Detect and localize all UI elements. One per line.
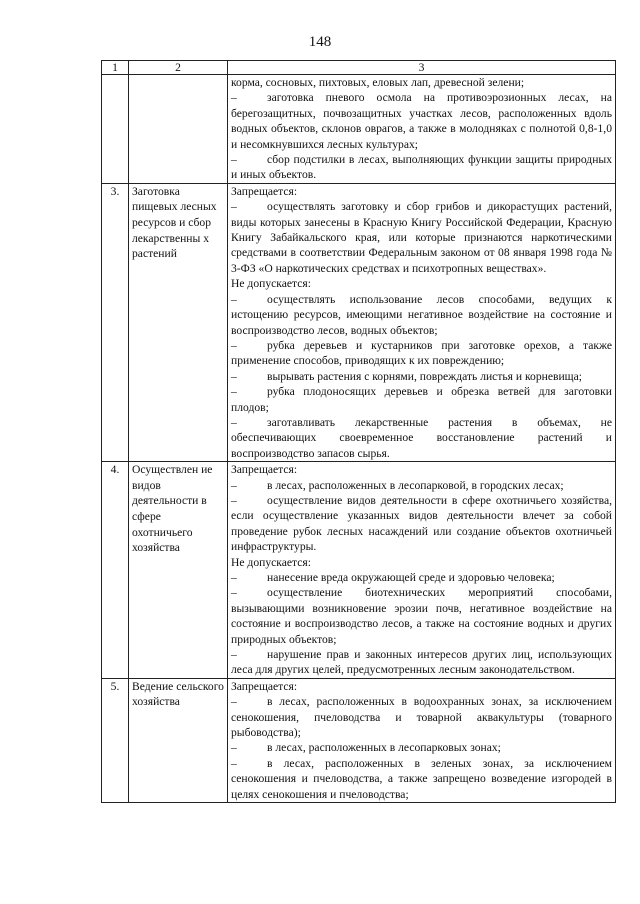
column-number-3: 3 xyxy=(228,61,616,75)
dash-bullet: – xyxy=(231,493,237,507)
restriction-text: рубка деревьев и кустарников при заготовке орехов, а также применение способов, приводящих к их повреждению; xyxy=(231,338,612,368)
dash-bullet: – xyxy=(231,648,237,662)
dash-bullet: – xyxy=(231,91,237,105)
restriction-heading: Запрещается: xyxy=(231,463,298,477)
table-row xyxy=(102,183,616,461)
page-number: 148 xyxy=(308,34,332,50)
restriction-text: вырывать растения с корнями, повреждать листья и корневища; xyxy=(267,369,582,383)
restriction-text: в лесах, расположенных в зеленых зонах, за исключением сенокошения и пчеловодства, а также запрещено возведение изгородей в целях сенокошения и пчеловодства; xyxy=(231,756,612,801)
restriction-item xyxy=(231,493,612,555)
restriction-text: в лесах, расположенных в лесопарковых зонах; xyxy=(267,741,501,755)
dash-bullet: – xyxy=(231,586,237,600)
restriction-heading: Не допускается: xyxy=(231,277,311,291)
continued-text: корма, сосновых, пихтовых, еловых лап, древесной зелени; xyxy=(231,76,525,89)
restriction-item xyxy=(231,152,612,183)
column-number-2: 2 xyxy=(129,61,228,75)
restriction-text: осуществление видов деятельности в сфере охотничьего хозяйства, если осуществление указанных видов деятельности влечет за собой проведение рубок лесных насаждений или создание объектов охотничьей инфраструктуры. xyxy=(231,493,612,554)
column-number-row xyxy=(102,61,616,75)
restriction-item xyxy=(231,694,612,740)
row-number: 4. xyxy=(102,462,129,679)
restriction-item xyxy=(231,338,612,369)
restriction-text: в лесах, расположенных в водоохранных зонах, за исключением сенокошения, пчеловодства и товарной аквакультуры (товарного рыбоводства); xyxy=(231,695,612,740)
restriction-item xyxy=(231,647,612,678)
restriction-text: осуществлять заготовку и сбор грибов и дикорастущих растений, виды которых занесены в Красную Книгу Российской Федерации, Красную Книгу Забайкальского края, или которые признаются наркотическими средствами в соответствии Федеральным законом от 08 января 1998 года № 3-ФЗ «О наркотических средствах и психотропных веществах». xyxy=(231,200,612,275)
restriction-text: заготавливать лекарственные растения в объемах, не обеспечивающих своевременное восстановление растений и воспроизводство запасов сырья. xyxy=(231,415,612,460)
dash-bullet: – xyxy=(231,695,237,709)
restrictions-cell xyxy=(228,183,616,461)
restriction-item xyxy=(231,740,612,755)
activity-name: Заготовка пищевых лесных ресурсов и сбор лекарственны х растений xyxy=(129,183,228,461)
table-row xyxy=(102,75,616,184)
regulations-table xyxy=(101,60,616,803)
table-row xyxy=(102,678,616,802)
row-number xyxy=(102,75,129,184)
column-number-1: 1 xyxy=(102,61,129,75)
dash-bullet: – xyxy=(231,571,237,584)
restriction-text: осуществление биотехнических мероприятий способами, вызывающими возникновение эрозии почв, негативное воздействие на состояние и воспроизводство лесов, а также на состояние водных и других природных объектов; xyxy=(231,586,612,646)
restriction-heading: Запрещается: xyxy=(231,679,298,693)
restriction-item xyxy=(231,199,612,276)
dash-bullet: – xyxy=(231,338,237,352)
dash-bullet: – xyxy=(231,292,237,306)
restriction-heading: Не допускается: xyxy=(231,555,311,569)
restriction-item xyxy=(231,756,612,802)
restriction-heading: Запрещается: xyxy=(231,184,298,198)
restriction-text: в лесах, расположенных в лесопарковой, в городских лесах; xyxy=(267,478,564,492)
restrictions-cell xyxy=(228,678,616,802)
row-number: 3. xyxy=(102,183,129,461)
dash-bullet: – xyxy=(231,369,237,383)
row-number: 5. xyxy=(102,678,129,802)
restriction-item xyxy=(231,369,612,384)
activity-name xyxy=(129,75,228,184)
dash-bullet: – xyxy=(231,756,237,770)
restrictions-cell xyxy=(228,462,616,679)
table-row xyxy=(102,462,616,679)
dash-bullet: – xyxy=(231,153,237,167)
restriction-item xyxy=(231,384,612,415)
restriction-item xyxy=(231,415,612,461)
restriction-item xyxy=(231,585,612,647)
restriction-text: нарушение прав и законных интересов других лиц, использующих леса для других целей, предусмотренных лесным законодательством. xyxy=(231,648,612,677)
activity-name: Ведение сельского хозяйства xyxy=(129,678,228,802)
activity-name: Осуществлен ие видов деятельности в сфере охотничьего хозяйства xyxy=(129,462,228,679)
restriction-item xyxy=(231,292,612,338)
dash-bullet: – xyxy=(231,415,237,429)
restriction-text: осуществлять использование лесов способами, ведущих к истощению ресурсов, имеющими негативное воздействие на состояние и воспроизводство лесов, водных объектов; xyxy=(231,292,612,337)
restriction-item xyxy=(231,90,612,152)
dash-bullet: – xyxy=(231,478,237,492)
restriction-text: нанесение вреда окружающей среде и здоровью человека; xyxy=(267,571,555,584)
table-body xyxy=(102,75,616,803)
dash-bullet: – xyxy=(231,741,237,755)
dash-bullet: – xyxy=(231,385,237,399)
restriction-text: заготовка пневого осмола на противоэрозионных лесах, на берегозащитных, почвозащитных участках лесов, расположенных вдоль водных объектов, склонов оврагов, а также в молодняках с полнотой 0,8-1,0 и несомкнувшихся лесных культурах; xyxy=(231,91,612,151)
restriction-item xyxy=(231,570,612,585)
restriction-item xyxy=(231,478,612,493)
restriction-text: рубка плодоносящих деревьев и обрезка ветвей для заготовки плодов; xyxy=(231,385,612,414)
restriction-text: сбор подстилки в лесах, выполняющих функции защиты природных и иных объектов. xyxy=(231,153,612,182)
dash-bullet: – xyxy=(231,200,237,214)
restrictions-cell xyxy=(228,75,616,184)
